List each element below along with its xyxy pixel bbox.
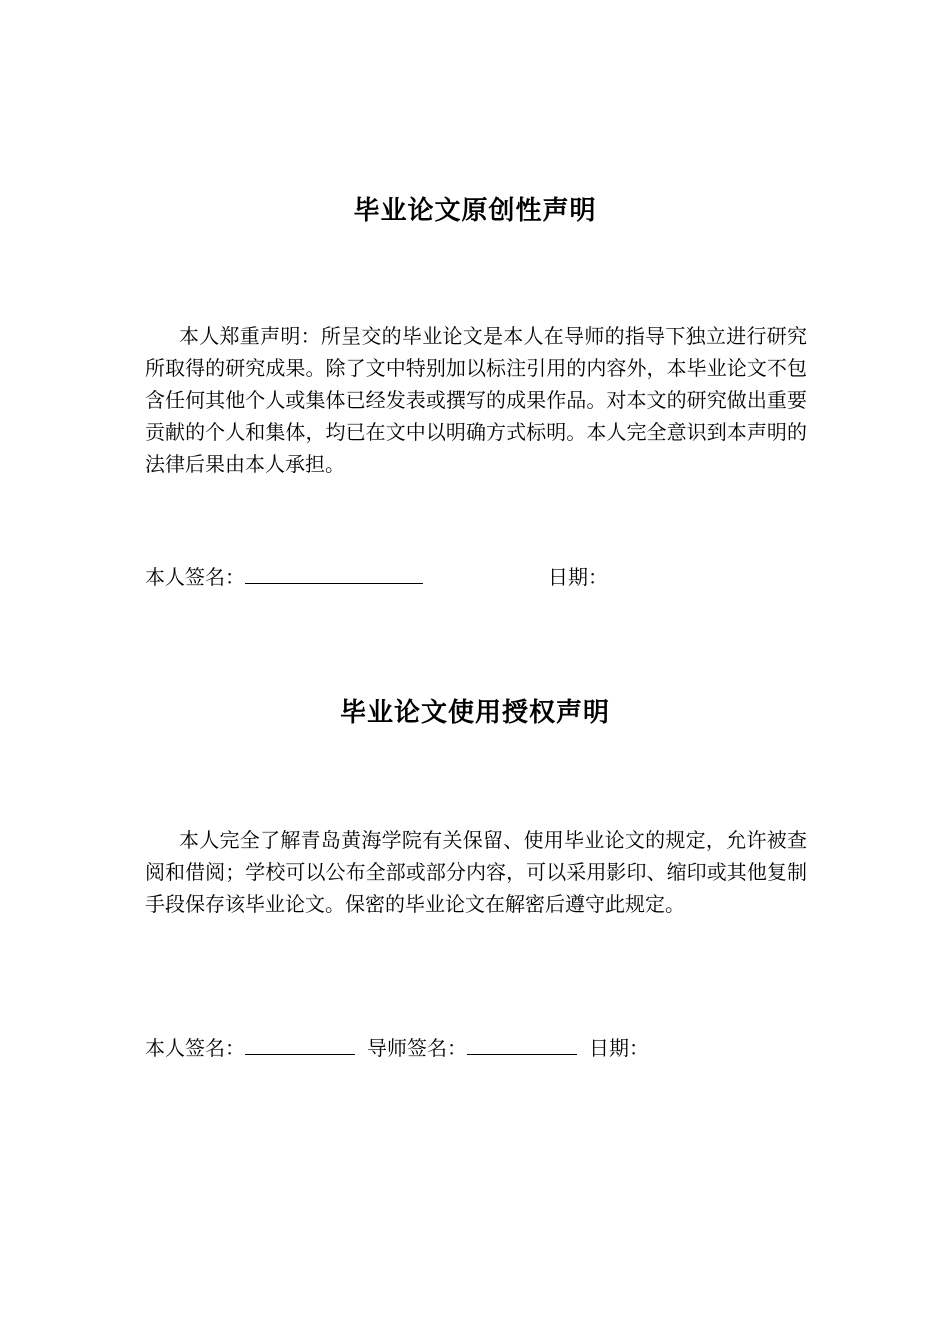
author-signature-blank[interactable] xyxy=(245,563,423,584)
originality-signature-line xyxy=(145,563,608,591)
originality-declaration-body: 本人郑重声明：所呈交的毕业论文是本人在导师的指导下独立进行研究所取得的研究成果。除了文中特别加以标注引用的内容外，本毕业论文不包含任何其他个人或集体已经发表或撰写的成果作品。对本文的研究做出重要贡献的个人和集体，均已在文中以明确方式标明。本人完全意识到本声明的法律后果由本人承担。 xyxy=(145,324,807,476)
author-signature-label: 本人签名： xyxy=(145,565,245,589)
advisor-signature-blank[interactable] xyxy=(467,1034,577,1055)
authorization-declaration-body: 本人完全了解青岛黄海学院有关保留、使用毕业论文的规定，允许被查阅和借阅；学校可以公布全部或部分内容，可以采用影印、缩印或其他复制手段保存该毕业论文。保密的毕业论文在解密后遵守此规定。 xyxy=(145,828,807,916)
author-signature-blank[interactable] xyxy=(245,1034,355,1055)
author-signature-label: 本人签名： xyxy=(145,1036,245,1060)
date-label: 日期： xyxy=(548,565,608,589)
date-label: 日期： xyxy=(589,1036,649,1060)
authorization-signature-line xyxy=(145,1034,649,1062)
originality-declaration-title: 毕业论文原创性声明 xyxy=(353,196,597,226)
authorization-declaration-title: 毕业论文使用授权声明 xyxy=(339,698,610,728)
advisor-signature-label: 导师签名： xyxy=(367,1036,467,1060)
